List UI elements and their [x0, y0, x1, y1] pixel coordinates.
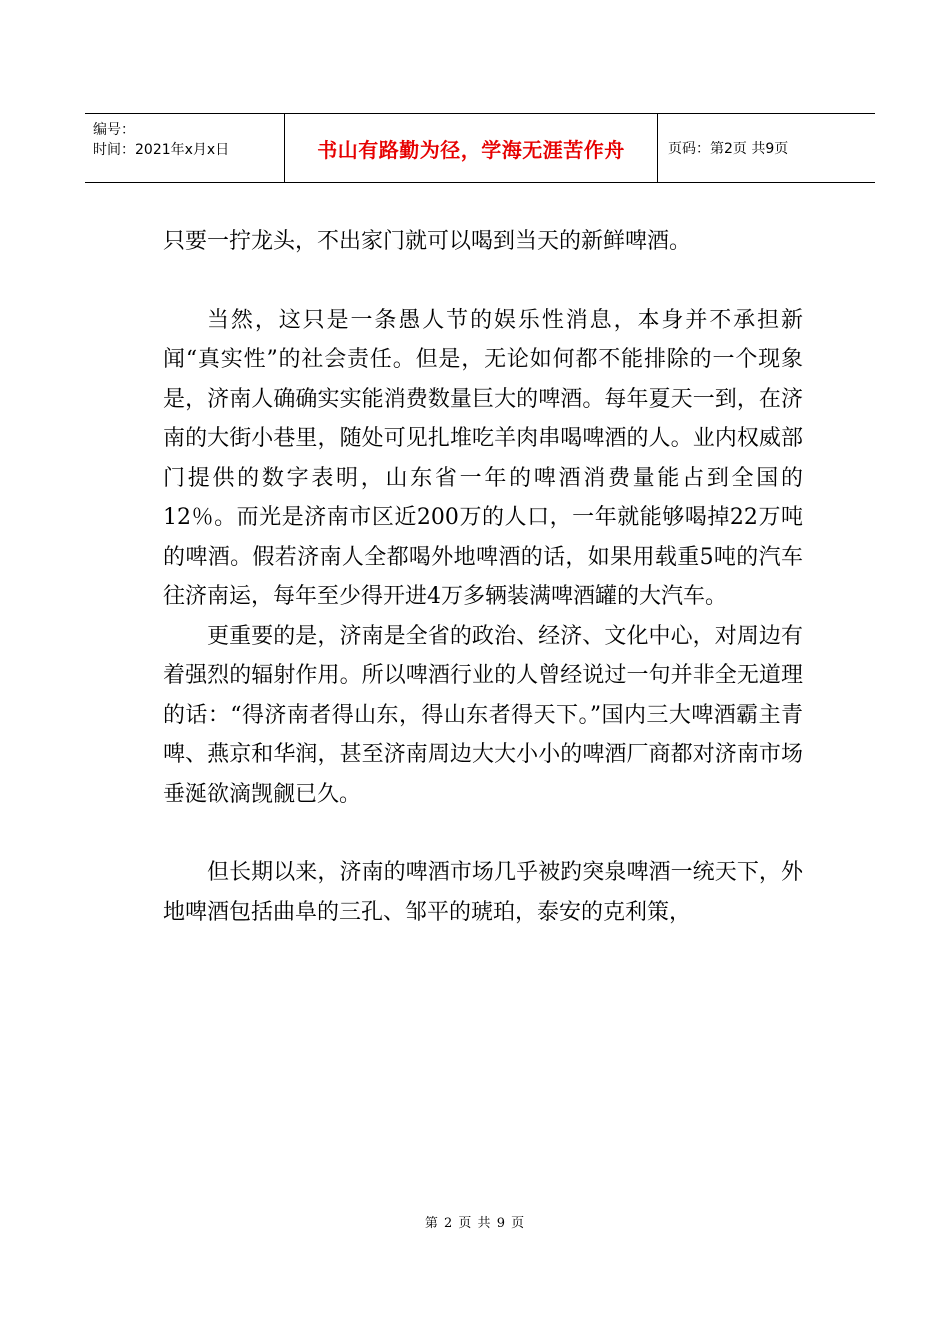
header-motto: 书山有路勤为径，学海无涯苦作舟	[317, 137, 625, 162]
paragraph-1: 只要一拧龙头，不出家门就可以喝到当天的新鲜啤酒。	[163, 229, 692, 254]
paragraph-4: 但长期以来，济南的啤酒市场几乎被趵突泉啤酒一统天下，外地啤酒包括曲阜的三孔、邹平的琥珀，泰安的克利策，	[163, 860, 803, 925]
document-header	[85, 113, 875, 183]
document-number-label: 编号：	[93, 122, 135, 138]
header-motto-cell	[285, 114, 658, 182]
document-date: 时间：2021年x月x日	[93, 142, 230, 158]
paragraph-spacer	[163, 262, 803, 301]
header-page-info: 页码：第2页 共9页	[668, 141, 789, 157]
paragraph-spacer	[163, 814, 803, 853]
page-footer: 第 2 页 共 9 页	[424, 1216, 526, 1231]
paragraph-2: 当然，这只是一条愚人节的娱乐性消息，本身并不承担新闻“真实性”的社会责任。但是，无论如何都不能排除的一个现象是，济南人确确实实能消费数量巨大的啤酒。每年夏天一到，在济南的大街小巷里，随处可见扎堆吃羊肉串喝啤酒的人。业内权威部门提供的数字表明，山东省一年的啤酒消费量能占到全国的12％。而光是济南市区近200万的人口，一年就能够喝掉22万吨的啤酒。假若济南人全都喝外地啤酒的话，如果用载重5吨的汽车往济南运，每年至少得开进4万多辆装满啤酒罐的大汽车。	[163, 307, 803, 609]
paragraph-3: 更重要的是，济南是全省的政治、经济、文化中心，对周边有着强烈的辐射作用。所以啤酒行业的人曾经说过一句并非全无道理的话：“得济南者得山东，得山东者得天下。”国内三大啤酒霸主青啤、燕京和华润，甚至济南周边大大小小的啤酒厂商都对济南市场垂涎欲滴觊觎已久。	[163, 623, 803, 807]
header-meta	[85, 114, 285, 182]
document-body	[163, 222, 803, 932]
